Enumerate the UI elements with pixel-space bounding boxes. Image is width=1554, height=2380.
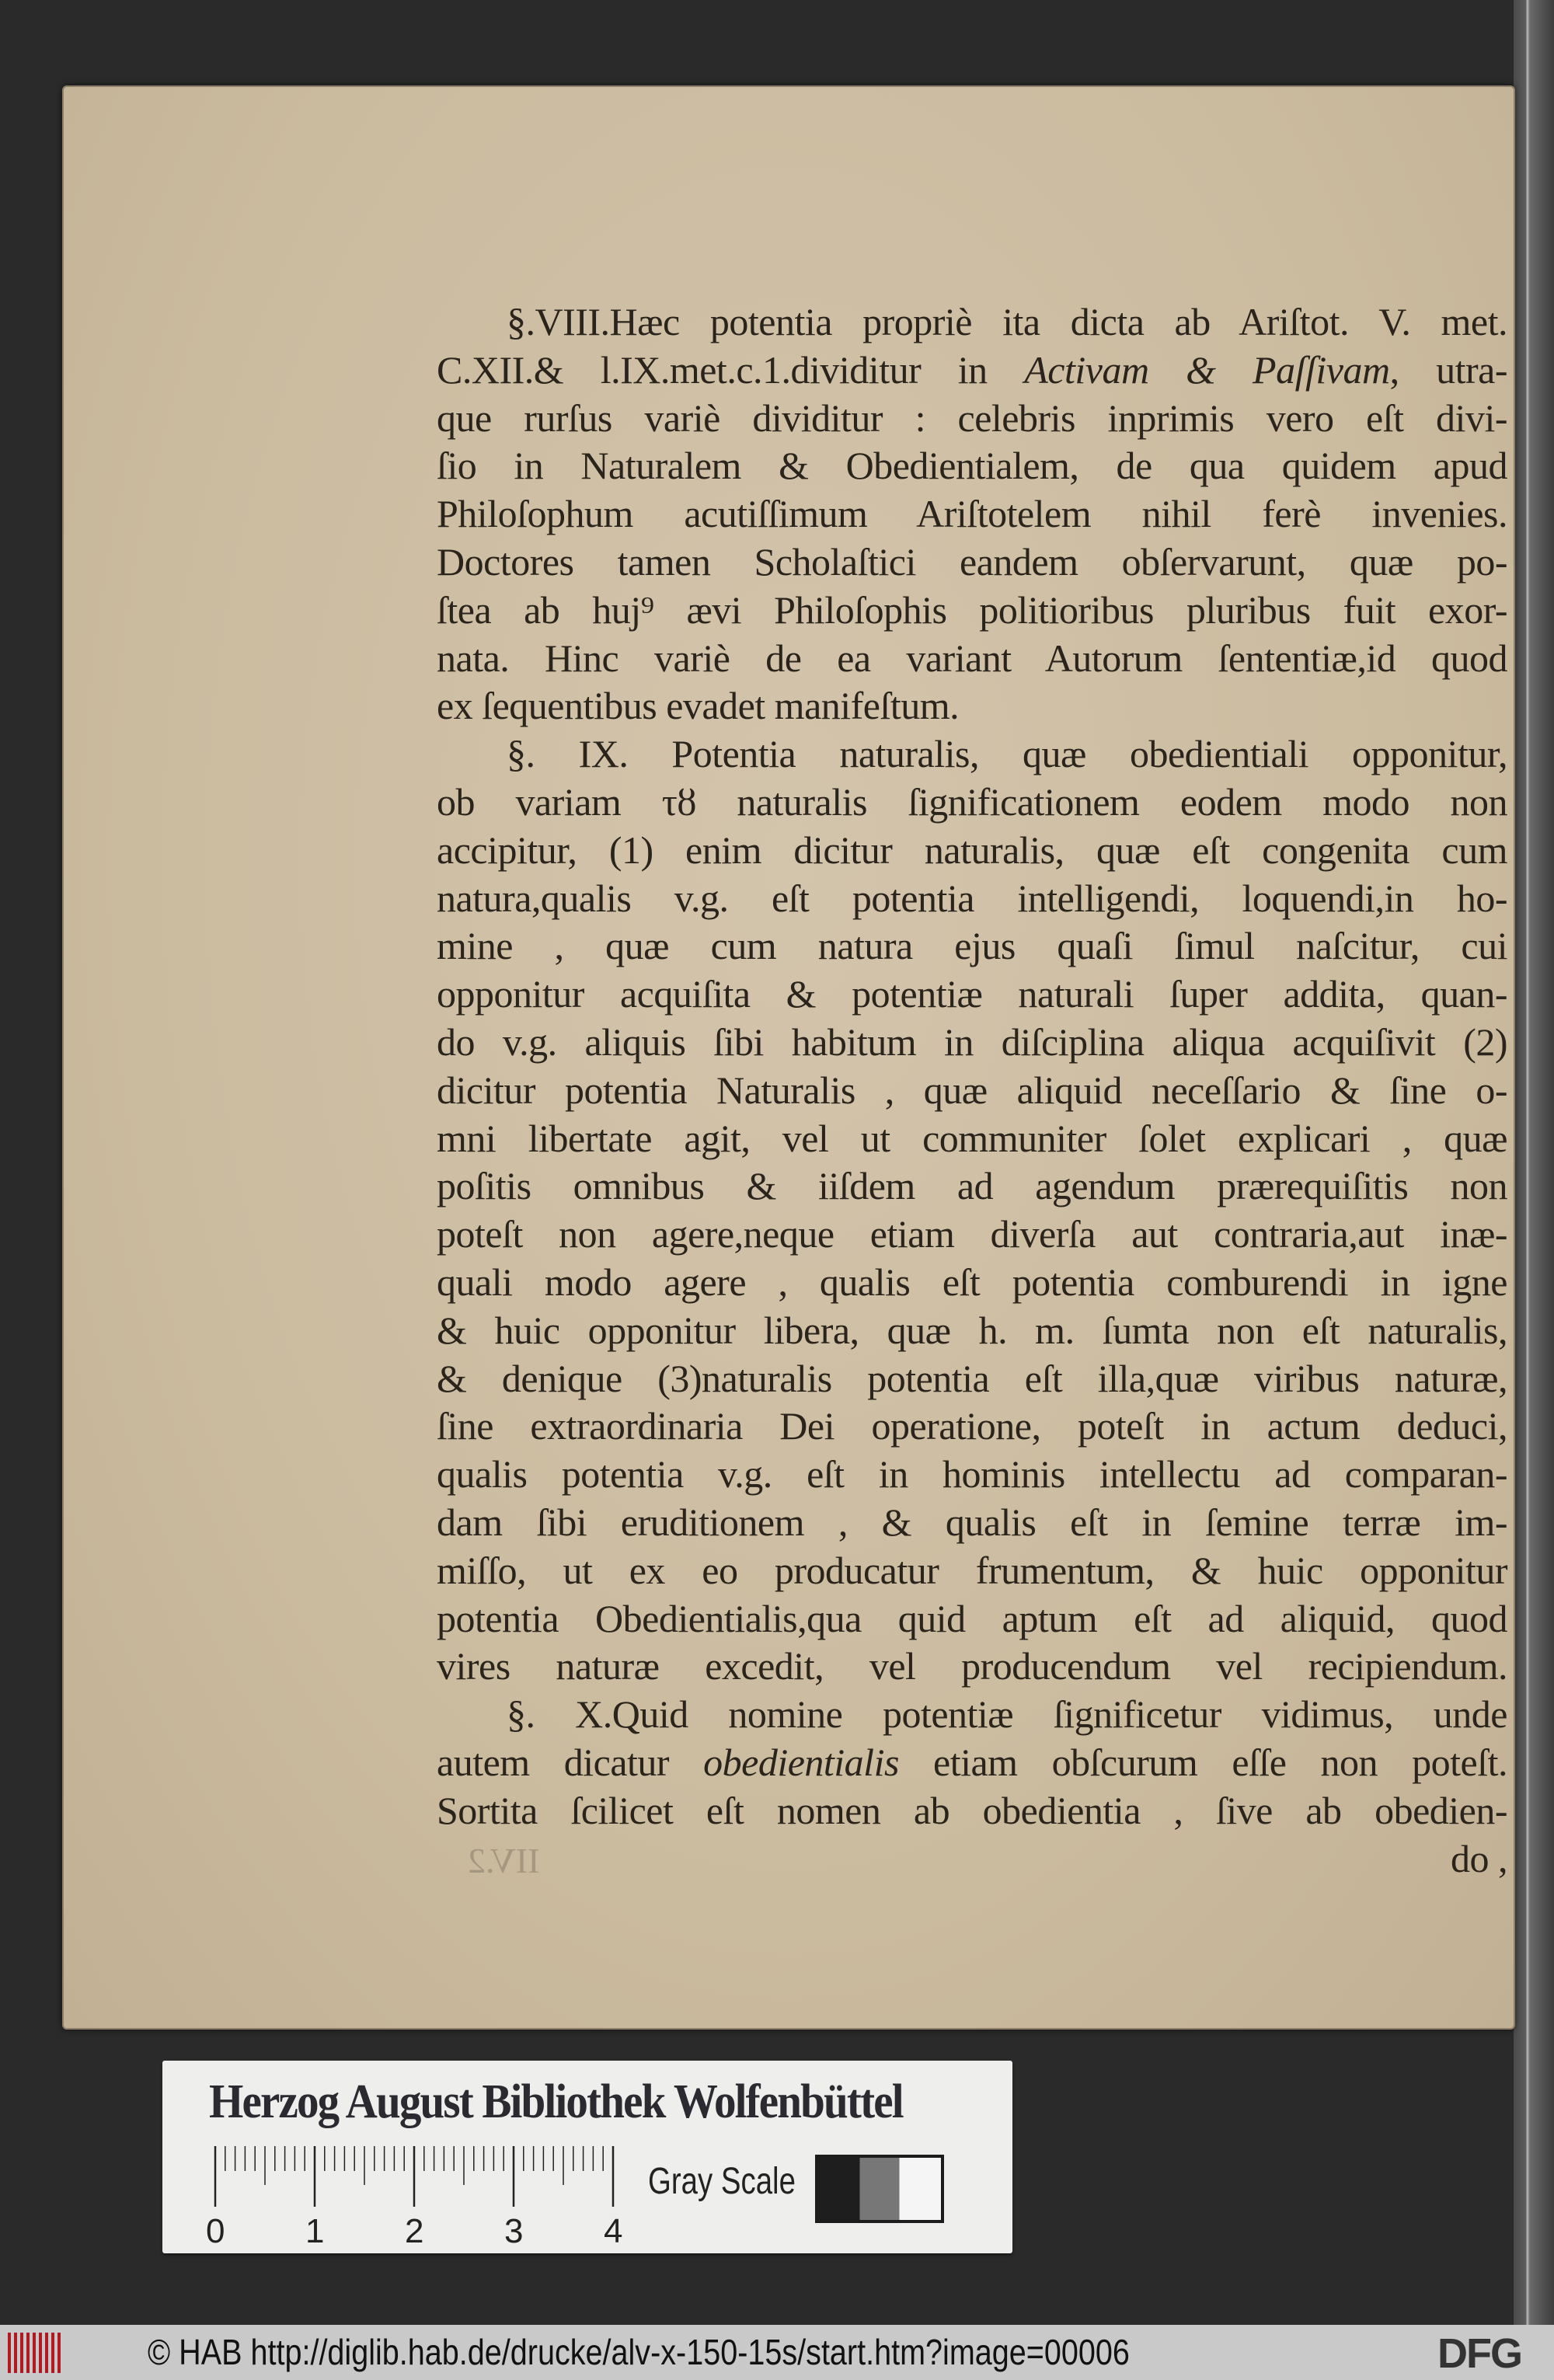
text-line [437, 827, 1507, 875]
text-segment: Sortita ſcilicet eſt nomen ab obedientia , ſive ab obedien- [437, 1788, 1507, 1832]
text-segment: , utra- [1389, 347, 1507, 392]
dfg-logo: DFG [1437, 2330, 1521, 2377]
text-segment: etiam obſcurum eſſe non poteſt. [898, 1740, 1507, 1784]
text-line [437, 730, 1507, 779]
text-line [437, 395, 1507, 443]
text-line [437, 1547, 1507, 1595]
text-line [437, 1211, 1507, 1259]
text-segment: poteſt non agere,neque etiam diverſa aut contraria,aut inæ- [437, 1212, 1507, 1256]
text-line [437, 538, 1507, 587]
footer-bar [0, 2325, 1554, 2380]
gray-scale-label: Gray Scale [648, 2161, 796, 2202]
text-segment: ſine extraordinaria Dei operatione, poteſt in actum deduci, [437, 1404, 1507, 1448]
text-segment: mine , quæ cum natura ejus quaſi ſimul naſcitur, cui [437, 924, 1507, 968]
text-line [437, 875, 1507, 923]
text-segment: qualis potentia v.g. eſt in hominis intellectu ad comparan- [437, 1452, 1507, 1497]
text-line [437, 779, 1507, 827]
text-segment: miſſo, ut ex eo producatur frumentum, & huic opponitur [437, 1548, 1507, 1592]
text-segment: & huic opponitur libera, quæ h. m. ſumta non eſt naturalis, [437, 1308, 1507, 1352]
color-reference-card [162, 2061, 1012, 2253]
text-line [437, 1162, 1507, 1211]
text-line [437, 347, 1507, 395]
text-line [437, 1019, 1507, 1067]
text-segment: C.XII.& l.IX.met.c.1.dividitur in [437, 347, 1025, 392]
text-segment: Philoſophum acutiſſimum Ariſtotelem nihil ferè invenies. [437, 492, 1507, 536]
text-segment: ob variam τȣ naturalis ſignificationem eodem modo non [437, 779, 1507, 824]
text-line [437, 1403, 1507, 1451]
text-line [437, 1739, 1507, 1787]
text-segment: natura,qualis v.g. eſt potentia intelligendi, loquendi,in ho- [437, 876, 1507, 920]
text-segment: accipitur, (1) enim dicitur naturalis, quæ eſt congenita cum [437, 828, 1507, 872]
text-segment: Doctores tamen Scholaſtici eandem obſervarunt, quæ po- [437, 539, 1507, 584]
text-segment: que rurſus variè dividitur : celebris inprimis vero eſt divi- [437, 396, 1507, 440]
text-line [437, 1451, 1507, 1499]
ruler-number: 0 [206, 2212, 225, 2250]
bleed-through-signature: IIV.2 [468, 1841, 540, 1880]
text-line [437, 1355, 1507, 1403]
text-line [437, 1307, 1507, 1355]
text-segment: potentia Obedientialis,qua quid aptum eſt ad aliquid, quod [437, 1596, 1507, 1640]
text-line [437, 490, 1507, 538]
text-segment: ex ſequentibus evadet manifeſtum. [437, 684, 960, 728]
ruler-number: 2 [405, 2212, 424, 2250]
text-line [437, 1499, 1507, 1547]
text-segment: §. IX. Potentia naturalis, quæ obedientiali opponitur, [507, 732, 1507, 776]
text-segment: quali modo agere , qualis eſt potentia comburendi in igne [437, 1260, 1507, 1304]
text-segment: nata. Hinc variè de ea variant Autorum ſententiæ,id quod [437, 636, 1507, 680]
text-segment: poſitis omnibus & iiſdem ad agendum prærequiſitis non [437, 1164, 1507, 1208]
hab-logo-icon [8, 2333, 64, 2373]
text-line [437, 1691, 1507, 1739]
text-segment: mni libertate agit, vel ut communiter ſolet explicari , quæ [437, 1116, 1507, 1160]
italic-term: obedientialis [703, 1740, 899, 1784]
text-line [437, 922, 1507, 970]
ruler-number: 1 [305, 2212, 325, 2250]
text-segment: §. X.Quid nomine potentiæ ſignificetur vidimus, unde [507, 1692, 1507, 1737]
text-line [437, 1595, 1507, 1643]
text-segment: autem dicatur [437, 1740, 704, 1784]
text-segment: & denique (3)naturalis potentia eſt illa,quæ viribus naturæ, [437, 1356, 1507, 1400]
ruler-number: 4 [604, 2212, 623, 2250]
text-line [437, 587, 1507, 635]
book-page [62, 85, 1515, 2030]
italic-term: Activam & Paſſivam [1024, 347, 1390, 392]
text-segment: ſio in Naturalem & Obedientialem, de qua quidem apud [437, 444, 1507, 488]
text-segment: vires naturæ excedit, vel producendum vel recipiendum. [437, 1644, 1507, 1688]
text-segment: ſtea ab huj⁹ ævi Philoſophis politioribus pluribus fuit exor- [437, 587, 1507, 632]
text-segment: do v.g. aliquis ſibi habitum in diſciplina aliqua acquiſivit (2) [437, 1019, 1507, 1064]
catchword: do , [1451, 1836, 1507, 1880]
text-line [437, 682, 1507, 730]
text-line [437, 635, 1507, 683]
library-name: Herzog August Bibliothek Wolfenbüttel [209, 2075, 903, 2128]
text-segment: §.VIII.Hæc potentia propriè ita dicta ab Ariſtot. V. met. [507, 300, 1507, 343]
text-line [437, 298, 1507, 347]
text-segment: opponitur acquiſita & potentiæ naturali ſuper addita, quan- [437, 972, 1507, 1016]
adjacent-page-edge [1514, 0, 1554, 2325]
text-segment: dam ſibi eruditionem , & qualis eſt in ſemine terræ im- [437, 1500, 1507, 1544]
ruler-scale [212, 2146, 616, 2208]
source-url-link[interactable]: © HAB http://diglib.hab.de/drucke/alv-x-150-15s/start.htm?image=00006 [148, 2332, 1130, 2372]
text-segment: dicitur potentia Naturalis , quæ aliquid neceſſario & ſine o- [437, 1068, 1507, 1112]
page-text [437, 298, 1507, 1883]
text-line [437, 1643, 1507, 1691]
text-line [437, 1259, 1507, 1307]
gray-scale-swatch [815, 2155, 944, 2223]
text-line [437, 970, 1507, 1019]
text-line [437, 1787, 1507, 1835]
text-line [437, 1067, 1507, 1115]
text-line [437, 1115, 1507, 1163]
ruler-number: 3 [504, 2212, 524, 2250]
text-line [437, 442, 1507, 490]
